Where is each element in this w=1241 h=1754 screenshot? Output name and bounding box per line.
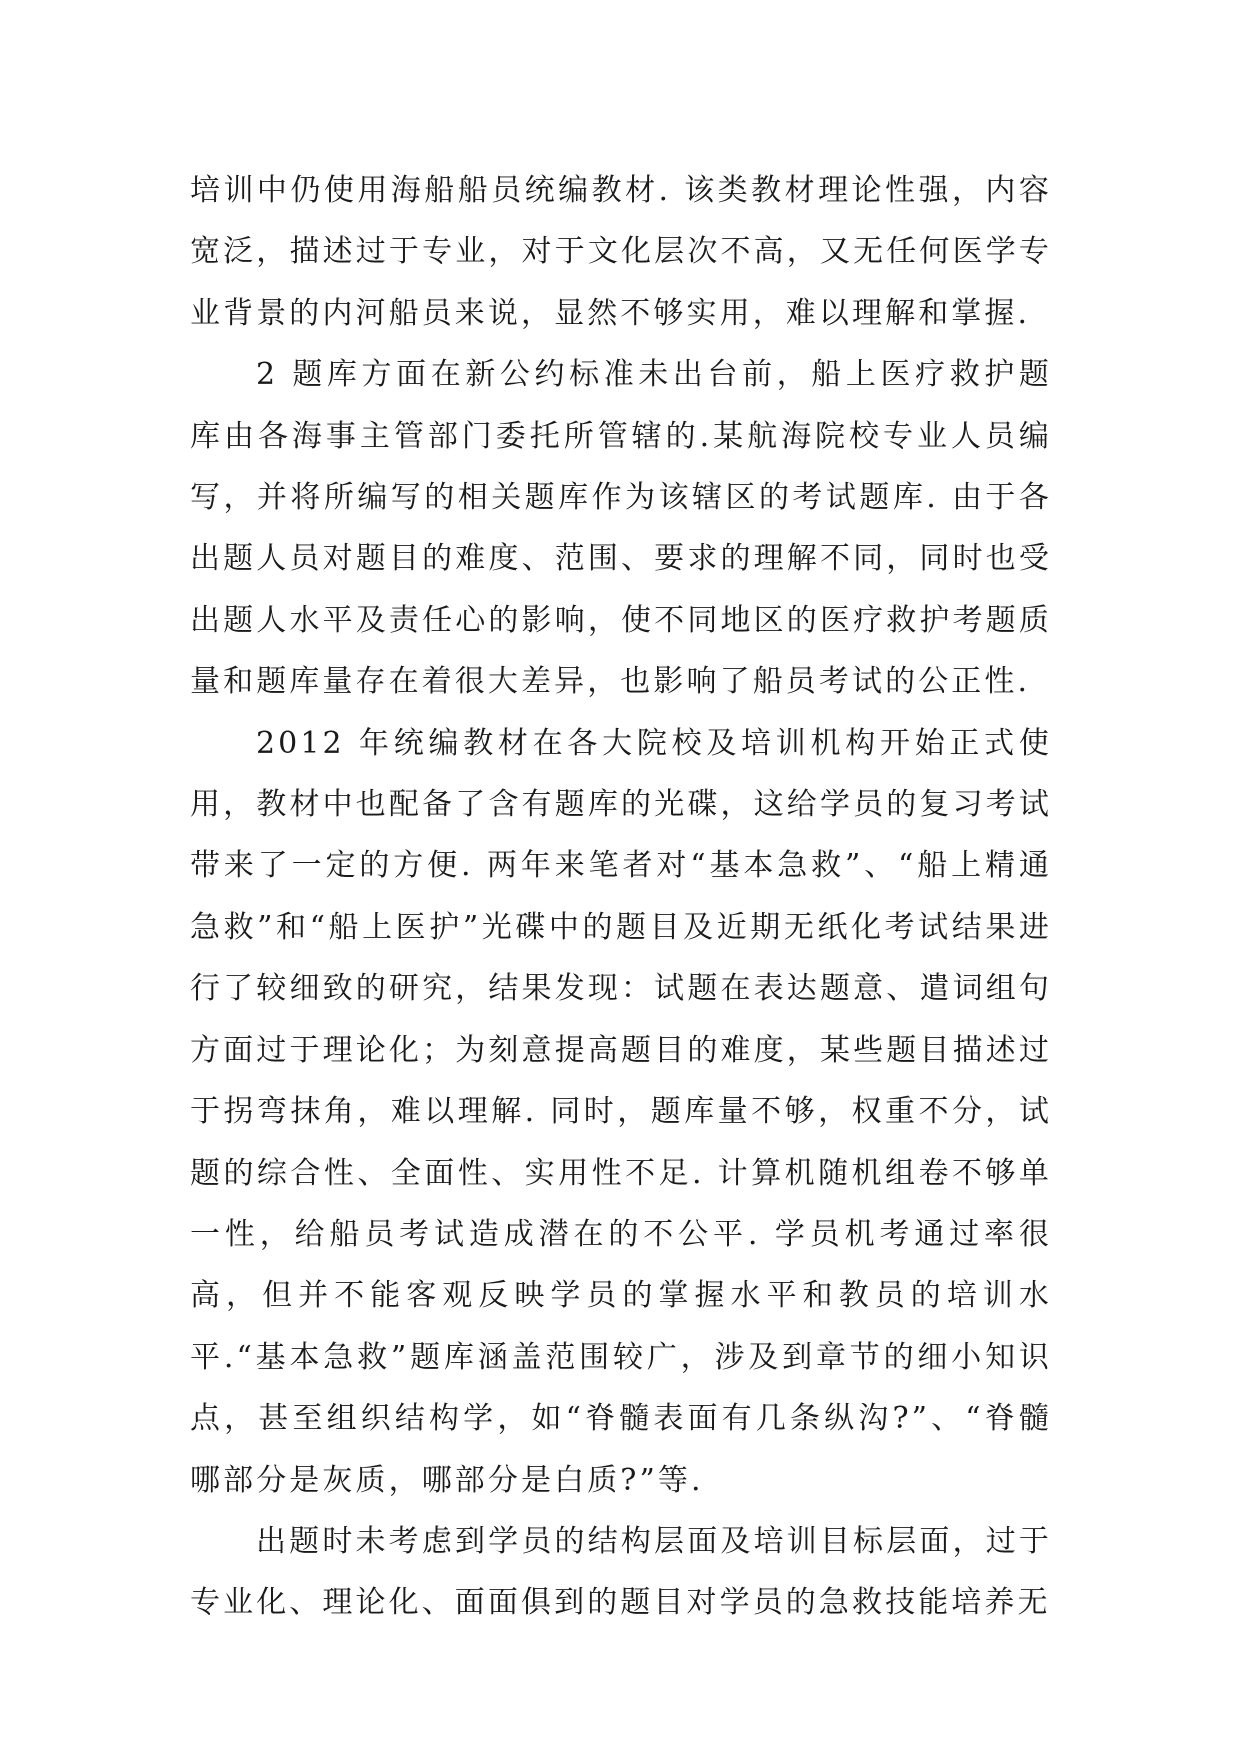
paragraph-1: 培训中仍使用海船船员统编教材. 该类教材理论性强，内容宽泛，描述过于专业，对于文化层次不高，又无任何医学专业背景的内河船员来说，显然不够实用，难以理解和掌握. — [190, 173, 1052, 331]
paragraph-4: 出题时未考虑到学员的结构层面及培训目标层面，过于专业化、理论化、面面俱到的题目对学员的急救技能培养无 — [190, 1523, 1052, 1621]
paragraph-2: 2 题库方面在新公约标准未出台前，船上医疗救护题库由各海事主管部门委托所管辖的.某航海院校专业人员编写，并将所编写的相关题库作为该辖区的考试题库. 由于各出题人员对题目的难度、范围、要求的理解不同，同时也受出题人水平及责任心的影响，使不同地区的医疗救护考题质量和题库量存在着很大差异，也影响了船员考试的公正性. — [190, 357, 1052, 700]
paragraph-3: 2012 年统编教材在各大院校及培训机构开始正式使用，教材中也配备了含有题库的光碟，这给学员的复习考试带来了一定的方便. 两年来笔者对“基本急救”、“船上精通急救”和“船上医护”光碟中的题目及近期无纸化考试结果进行了较细致的研究，结果发现：试题在表达题意、遣词组句方面过于理论化；为刻意提高题目的难度，某些题目描述过于拐弯抹角，难以理解. 同时，题库量不够，权重不分，试题的综合性、全面性、实用性不足. 计算机随机组卷不够单一性，给船员考试造成潜在的不公平. 学员机考通过率很高，但并不能客观反映学员的掌握水平和教员的培训水平.“基本急救”题库涵盖范围较广，涉及到章节的细小知识点，甚至组织结构学，如“脊髓表面有几条纵沟?”、“脊髓哪部分是灰质，哪部分是白质?”等. — [190, 725, 1052, 1498]
body-text — [190, 160, 1052, 1634]
